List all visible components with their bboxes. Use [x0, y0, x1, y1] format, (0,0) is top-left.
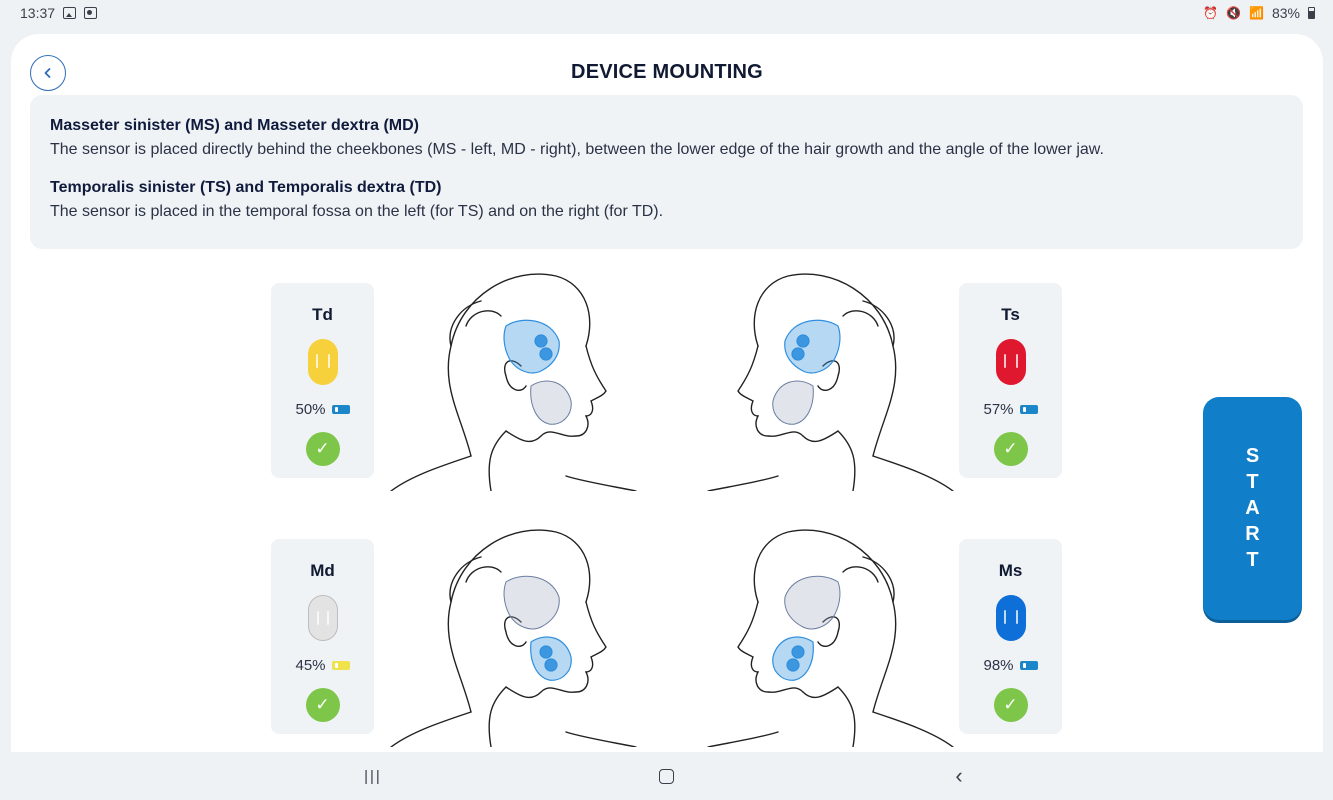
recents-button[interactable]: |||: [364, 767, 382, 785]
battery-icon: [1308, 7, 1315, 19]
battery-row: [295, 401, 349, 418]
battery-icon: [332, 661, 350, 670]
check-icon: ✓: [306, 432, 340, 466]
sensor-device-icon: [996, 595, 1026, 641]
status-bar: [0, 0, 1333, 26]
head-illustration-right-temporalis: [381, 266, 641, 491]
start-letter: R: [1245, 523, 1260, 545]
highlighted-muscle: [531, 637, 572, 680]
battery-icon: [1020, 661, 1038, 670]
head-illustration-left-masseter: [703, 522, 963, 747]
gallery-icon: [63, 7, 76, 19]
battery-row: [983, 657, 1037, 674]
system-navigation-bar: [0, 752, 1333, 800]
sensor-device-icon: [308, 595, 338, 641]
highlighted-muscle: [773, 637, 814, 680]
sensor-card-td[interactable]: [271, 283, 374, 478]
start-button[interactable]: [1203, 397, 1302, 620]
start-letter: S: [1245, 445, 1260, 467]
wifi-icon: 📶: [1249, 6, 1264, 20]
sensor-card-ms[interactable]: [959, 539, 1062, 734]
highlighted-muscle: [785, 320, 840, 373]
check-icon: ✓: [994, 432, 1028, 466]
sensor-device-icon: [996, 339, 1026, 385]
start-letter: T: [1246, 471, 1259, 493]
main-card: [11, 34, 1323, 752]
page-title: DEVICE MOUNTING: [571, 61, 763, 83]
sensor-label: Td: [312, 305, 333, 324]
battery-level: 57%: [983, 401, 1014, 418]
masseter-description: The sensor is placed directly behind the cheekbones (MS - left, MD - right), between the lower edge of the hair growth and the angle of the lower jaw.: [50, 141, 1104, 158]
info-panel: [30, 95, 1303, 249]
check-icon: ✓: [306, 688, 340, 722]
temporalis-heading: Temporalis sinister (TS) and Temporalis dextra (TD): [50, 179, 442, 196]
sensor-card-md[interactable]: [271, 539, 374, 734]
alarm-icon: ⏰: [1203, 6, 1219, 20]
start-letter: T: [1246, 549, 1259, 571]
sensor-label: Ms: [998, 561, 1023, 580]
battery-level: 50%: [295, 401, 326, 418]
head-illustration-right-masseter: [381, 522, 641, 747]
start-letter: A: [1245, 497, 1260, 519]
temporalis-description: The sensor is placed in the temporal fossa on the left (for TS) and on the right (for TD).: [50, 203, 664, 220]
battery-icon: [1020, 405, 1038, 414]
sensor-label: Ts: [1001, 305, 1020, 324]
battery-percentage: 83%: [1271, 5, 1300, 21]
head-illustration-left-temporalis: [703, 266, 963, 491]
sensor-card-ts[interactable]: [959, 283, 1062, 478]
battery-icon: [332, 405, 350, 414]
mute-icon: 🔇: [1226, 6, 1242, 20]
battery-level: 45%: [295, 657, 326, 674]
sensor-label: Md: [310, 561, 335, 580]
highlighted-muscle: [504, 320, 559, 373]
media-icon: [84, 7, 97, 19]
sensor-device-icon: [308, 339, 338, 385]
battery-row: [295, 657, 349, 674]
battery-row: [983, 401, 1037, 418]
home-icon: [659, 769, 674, 784]
status-time: 13:37: [20, 5, 56, 21]
system-back-button[interactable]: ‹: [955, 763, 963, 788]
masseter-heading: Masseter sinister (MS) and Masseter dextra (MD): [50, 117, 419, 134]
battery-level: 98%: [983, 657, 1014, 674]
check-icon: ✓: [994, 688, 1028, 722]
home-button[interactable]: [651, 764, 681, 788]
